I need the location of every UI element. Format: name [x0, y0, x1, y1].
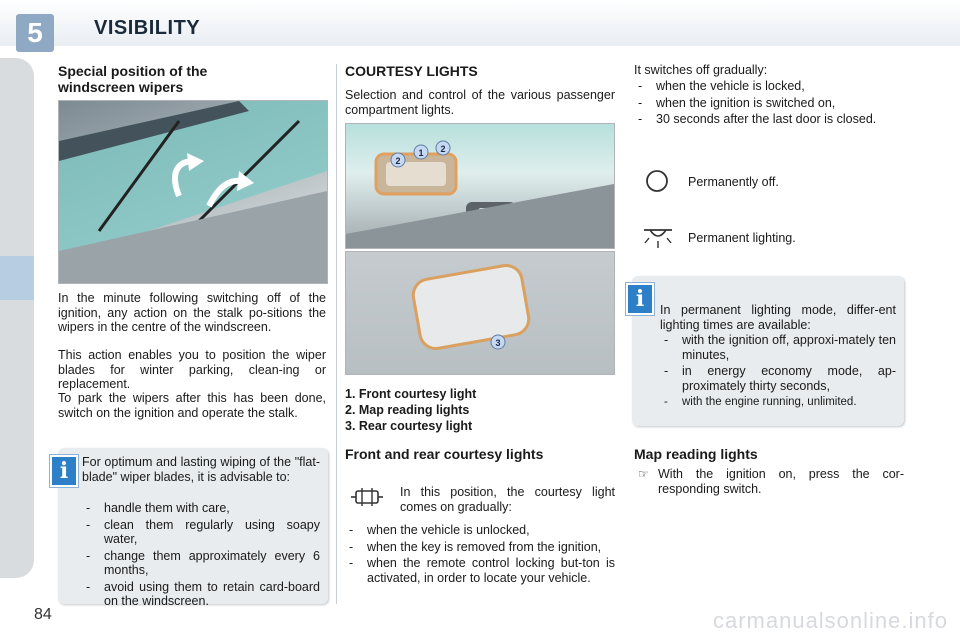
lighting-info-list [660, 333, 896, 412]
switch-off-intro: It switches off gradually: [634, 63, 768, 77]
list-item: - change them approximately every 6 months, [82, 549, 320, 578]
perm-on-label: Permanent lighting. [688, 231, 796, 245]
map-heading: Map reading lights [634, 446, 758, 462]
list-item: - when the remote control locking but-ton is activated, in order to locate your vehicle. [345, 556, 615, 585]
front-rear-heading: Front and rear courtesy lights [345, 446, 544, 462]
wiper-illustration [59, 101, 327, 283]
wipers-info-intro: For optimum and lasting wiping of the "flat-blade" wiper blades, it is advisable to: [82, 455, 320, 484]
courtesy-intro: Selection and control of the various passenger compartment lights. [345, 88, 615, 117]
legend-item: 2. Map reading lights [345, 403, 470, 417]
legend-item: 3. Rear courtesy light [345, 419, 473, 433]
list-item: - when the ignition is switched on, [634, 96, 904, 111]
permanent-light-icon [640, 224, 676, 250]
chapter-number: 5 [16, 14, 54, 52]
front-light-photo [345, 123, 615, 249]
door-position-icon [350, 484, 384, 510]
info-icon: i [50, 455, 78, 487]
wipers-heading: Special position of the windscreen wipers [58, 63, 208, 95]
front-rear-icon-text: In this position, the courtesy light comes on gradually: [400, 485, 615, 514]
list-item: - handle them with care, [82, 501, 320, 516]
wipers-info-list [82, 501, 320, 611]
info-icon: i [626, 283, 654, 315]
page-number: 84 [34, 606, 52, 623]
map-text: With the ignition on, press the cor-responding switch. [658, 467, 904, 496]
chapter-tab [0, 256, 34, 300]
legend-item: 1. Front courtesy light [345, 387, 477, 401]
courtesy-heading: COURTESY LIGHTS [345, 63, 478, 79]
column-divider [336, 64, 337, 604]
wiper-photo [58, 100, 328, 284]
courtesy-legend [345, 386, 615, 434]
rear-light-illustration [346, 252, 614, 374]
list-item: - avoid using them to retain card-board on the windscreen. [82, 580, 320, 609]
callout-2a: 2 [395, 156, 401, 166]
list-item: - when the key is removed from the ignition, [345, 540, 615, 555]
list-item: - when the vehicle is locked, [634, 79, 904, 94]
side-strip [0, 58, 34, 578]
front-rear-list [345, 523, 615, 587]
callout-2b: 2 [440, 144, 446, 154]
switch-off-list [634, 79, 904, 129]
wipers-para-2: This action enables you to position the wiper blades for winter parking, clean-ing or replacement. [58, 348, 326, 391]
list-item: - in energy economy mode, ap-proximately thirty seconds, [660, 364, 896, 393]
wipers-para-3: To park the wipers after this has been done, switch on the ignition and operate the stalk. [58, 391, 326, 420]
off-position-icon [644, 168, 670, 194]
watermark: carmanualsonline.info [712, 608, 948, 633]
page-title: VISIBILITY [94, 17, 201, 39]
list-item: - when the vehicle is unlocked, [345, 523, 615, 538]
front-light-illustration [346, 124, 614, 248]
callout-1: 1 [418, 148, 424, 158]
wipers-para-1: In the minute following switching off of the ignition, any action on the stalk po-sitions the wipers in the centre of the windscreen. [58, 291, 326, 334]
list-item: - with the engine running, unlimited. [660, 395, 896, 410]
list-item: - clean them regularly using soapy water, [82, 518, 320, 547]
lighting-info-intro: In permanent lighting mode, differ-ent lighting times are available: [660, 303, 896, 332]
perm-off-label: Permanently off. [688, 175, 779, 189]
list-item: - 30 seconds after the last door is closed. [634, 112, 904, 127]
rear-light-photo [345, 251, 615, 375]
pointing-hand-icon: ☞ [638, 467, 649, 481]
callout-3: 3 [495, 338, 501, 348]
list-item: - with the ignition off, approxi-mately ten minutes, [660, 333, 896, 362]
